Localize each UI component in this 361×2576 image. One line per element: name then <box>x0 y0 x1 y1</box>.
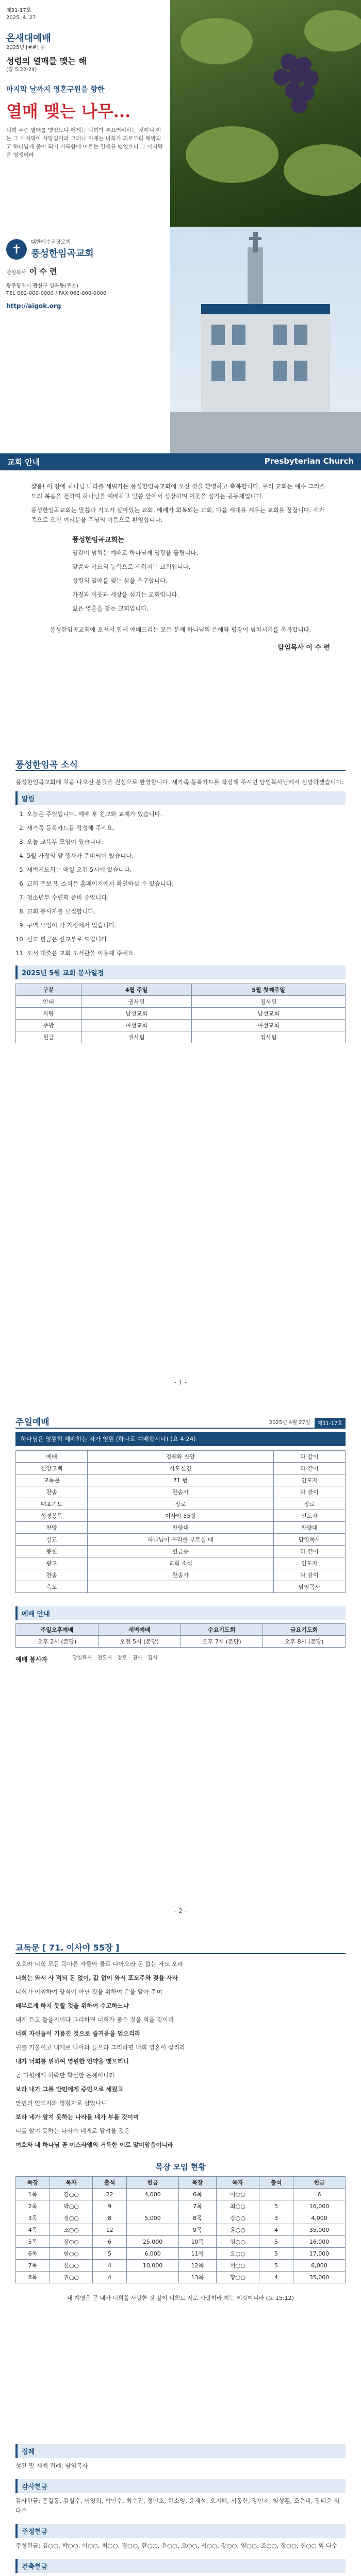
table-cell: 임○○ <box>216 2236 259 2248</box>
order-of-worship <box>15 1450 346 1593</box>
vision-item: 잃은 영혼을 찾는 교회입니다. <box>72 605 149 612</box>
table-row <box>16 2260 346 2272</box>
table-cell: 서○○ <box>216 2260 259 2272</box>
pastor-name: 이 수 련 <box>29 267 57 276</box>
staff-item: 전도사 <box>97 1655 112 1661</box>
fruit-text: 너희 무슨 열매를 맺었느냐 이제는 너희가 부끄러워하는 것이니 이는 그 마지막이 사망임이라 그러나 이제는 너희가 죄로부터 해방되고 하나님께 종이 되어 거룩함에 이르는 열매를 맺었으니 그 마지막은 영생이라 <box>6 127 163 158</box>
table-cell: 5 <box>259 2200 293 2212</box>
closing-verse: 내 계명은 곧 내가 너희를 사랑한 것 같이 너희도 서로 사랑하라 하는 이것이니라 (요 15:12) <box>67 2295 294 2301</box>
table-row <box>16 2248 346 2260</box>
service-sub: 2025년 [##] 주 <box>6 45 45 50</box>
table-cell: 인도자 <box>273 1475 345 1486</box>
table-row <box>16 1522 346 1534</box>
table-cell: 찬송가 <box>88 1486 273 1498</box>
church-name: 풍성한임곡교회 <box>31 248 94 259</box>
table-row <box>16 1510 346 1522</box>
services-header: 예배 안내 <box>15 1606 346 1620</box>
notice-item: 9. 구역 모임이 각 가정에서 있습니다. <box>27 921 346 930</box>
website-link[interactable]: http://aigok.org <box>6 302 61 310</box>
church-building-image <box>170 227 361 453</box>
issue-number: 제31-17호 <box>6 8 31 13</box>
table-cell: 다 같이 <box>273 1546 345 1557</box>
table-cell: 6목 <box>16 2248 50 2260</box>
table-cell: 9 <box>93 2200 127 2212</box>
table-cell: 최○○ <box>216 2200 259 2212</box>
reading-section <box>0 1927 361 2437</box>
table-cell: 35,000 <box>293 2224 345 2236</box>
table-row <box>16 2224 346 2236</box>
table-cell: 5 <box>259 2248 293 2260</box>
notice-item: 7. 청소년부 수련회 준비 중입니다. <box>27 893 346 903</box>
table-cell: 집사팀 <box>192 1031 346 1043</box>
church-logo <box>6 239 164 260</box>
table-cell: 16,000 <box>293 2236 345 2248</box>
table-cell: 찬양 <box>16 1522 88 1534</box>
offering-header: 목장 모임 현황 <box>155 2162 206 2172</box>
notice-item: 11. 도서 대출은 교회 도서관을 이용해 주세요. <box>27 948 346 958</box>
table-cell: 6목 <box>179 2189 217 2200</box>
worship-section <box>0 1401 361 1927</box>
table-cell: 주방 <box>16 1020 81 1031</box>
table-cell: 1목 <box>16 2189 50 2200</box>
notice-item: 1. 오늘은 주일입니다. 예배 후 친교와 교제가 있습니다. <box>27 809 346 819</box>
table-cell: 권사팀 <box>81 996 192 1008</box>
vision-item: 성령의 열매를 맺는 삶을 추구합니다. <box>72 577 168 584</box>
ministry-block <box>15 2479 346 2516</box>
table-cell: 11목 <box>179 2248 217 2260</box>
table-cell: 오전 5시 (본당) <box>98 1636 180 1648</box>
table-cell <box>259 2189 293 2200</box>
ministry-title: 집례 <box>15 2444 346 2458</box>
table-cell: 성경봉독 <box>16 1510 88 1522</box>
table-row <box>16 2200 346 2212</box>
table-cell: 5,000 <box>127 2212 179 2224</box>
intro-paragraph-2: 풍성한임곡교회는 말씀과 기도가 살아있는 교회, 예배가 회복되는 교회, 다음 세대를 세우는 교회를 꿈꿉니다. 새가족으로 오신 여러분을 주님의 이름으로 환영합니다. <box>31 506 325 523</box>
table-row <box>16 1031 346 1043</box>
table-cell: 조○○ <box>50 2224 92 2236</box>
table-header: 출석 <box>93 2177 127 2189</box>
table-cell: 2목 <box>16 2200 50 2212</box>
table-cell: 12목 <box>179 2260 217 2272</box>
table-header: 목장 <box>179 2177 217 2189</box>
table-header: 구분 <box>16 984 81 996</box>
table-cell <box>127 2272 179 2283</box>
schedule-title: 2025년 5월 교회 봉사일정 <box>15 965 346 979</box>
table-cell: 3목 <box>16 2212 50 2224</box>
worship-title-line: 하나님은 영원히 예배하는 자가 영원 (하나로 예배합시다) (요 4:24) <box>15 1432 346 1446</box>
table-row <box>16 1636 346 1648</box>
service-title: 온새대예배 <box>6 33 51 44</box>
table-cell: 7목 <box>179 2200 217 2212</box>
staff-item: 담임목사 <box>72 1655 92 1661</box>
table-cell: 장로 <box>88 1498 273 1510</box>
ministry-text: 성찬 및 세례 집례: 담임목사 <box>15 2462 88 2469</box>
theme-ref: (갈 5:22-24) <box>6 67 37 73</box>
page-number: - 1 - <box>174 1379 187 1386</box>
table-header: 헌금 <box>127 2177 179 2189</box>
staff-title: 예배 봉사자 <box>15 1656 48 1663</box>
services-table <box>15 1623 346 1648</box>
vision-item: 가정과 이웃과 세상을 섬기는 교회입니다. <box>72 591 179 598</box>
theme-line: 마지막 날까지 영혼구원을 향한 <box>6 86 105 94</box>
table-cell: 13목 <box>179 2272 217 2283</box>
reading-line: 여호와 네 하나님 곧 이스라엘의 거룩한 이로 말미암음이니라 <box>15 2141 173 2148</box>
table-cell: 권○○ <box>50 2272 92 2283</box>
table-cell: 권사팀 <box>81 1031 192 1043</box>
table-cell: 다 같이 <box>273 1463 345 1475</box>
vision-title: 풍성한임곡교회는 <box>72 536 124 544</box>
table-row <box>16 1569 346 1581</box>
table-header: 수요기도회 <box>180 1624 263 1636</box>
table-cell: 윤○○ <box>216 2224 259 2236</box>
intro-header <box>0 453 361 470</box>
table-cell: 신앙고백 <box>16 1463 88 1475</box>
table-cell: 여선교회 <box>81 1020 192 1031</box>
cover <box>0 0 361 453</box>
table-cell: 차량 <box>16 1008 81 1020</box>
cross-icon: ✝ <box>6 239 27 260</box>
table-row <box>16 2272 346 2283</box>
table-cell: 광고 <box>16 1557 88 1569</box>
pastor-label: 담임목사 <box>6 270 26 276</box>
denomination: 대한예수교장로회 <box>31 240 71 245</box>
church-address: 광주광역시 광산구 임곡동(주소) <box>6 283 78 289</box>
table-cell <box>88 1581 273 1593</box>
table-cell: 4,000 <box>293 2212 345 2224</box>
reading-line: 귀를 기울이고 내게로 나아와 들으라 그리하면 너희 영혼이 살리라 <box>15 2044 186 2051</box>
table-cell: 담임목사 <box>273 1534 345 1546</box>
issue-date: 2025. 4. 27 <box>6 15 36 21</box>
table-cell: 4 <box>259 2272 293 2283</box>
ministry-block <box>15 2524 346 2551</box>
ministry-text: 감사헌금: 홍길동, 김철수, 이영희, 박민수, 최수진, 정민호, 한소영, 윤재석, 오지혜, 서동현, 강민지, 임성훈, 조은비, 장태윤 외 다수 <box>15 2497 340 2514</box>
intro-closing: 풍성한임곡교회에 오셔서 함께 예배드리는 모든 분께 하나님의 은혜와 평강이 넘치시기를 축복합니다. <box>50 626 311 633</box>
table-header: 주일오후예배 <box>16 1624 99 1636</box>
table-cell: 16,000 <box>293 2200 345 2212</box>
news-welcome: 풍성한임곡교회에 처음 나오신 분들을 진심으로 환영합니다. 새가족 등록카드를 작성해 주시면 담임목사님께서 심방하겠습니다. <box>15 778 344 786</box>
table-header: 헌금 <box>293 2177 345 2189</box>
table-cell: 12 <box>93 2224 127 2236</box>
table-row <box>16 2236 346 2248</box>
table-cell: 남선교회 <box>81 1008 192 1020</box>
table-cell: 71 번 <box>88 1475 273 1486</box>
issue-badge: 제31-17호 <box>315 1418 346 1428</box>
notice-item: 3. 오늘 교육부 모임이 있습니다. <box>27 837 346 847</box>
reading-line: 오호라 너희 모든 목마른 자들아 물로 나아오라 돈 없는 자도 오라 <box>15 1960 184 1968</box>
table-row <box>16 1557 346 1569</box>
table-cell: 오○○ <box>216 2248 259 2260</box>
table-cell: 이사야 55장 <box>88 1510 273 1522</box>
table-cell: 봉헌 <box>16 1546 88 1557</box>
table-cell: 장로 <box>273 1498 345 1510</box>
table-cell: 안내 <box>16 996 81 1008</box>
notice-item: 10. 선교 헌금은 선교부로 드립니다. <box>27 935 346 944</box>
ministry-text: 주정헌금: 김○○, 박○○, 이○○, 최○○, 정○○, 한○○, 윤○○, 오○○, 서○○, 강○○, 임○○, 조○○, 장○○, 신○○ 외 다수 <box>15 2542 338 2549</box>
table-cell: 사도신경 <box>88 1463 273 1475</box>
intro-sign: 담임목사 이 수 련 <box>277 644 330 652</box>
table-cell: 신○○ <box>50 2260 92 2272</box>
notice-item: 4. 5월 가정의 달 행사가 준비되어 있습니다. <box>27 851 346 861</box>
table-cell: 담임목사 <box>273 1581 345 1593</box>
table-cell: 찬양대 <box>88 1522 273 1534</box>
schedule-table <box>15 984 346 1043</box>
table-cell: 여선교회 <box>192 1020 346 1031</box>
offering-table <box>15 2176 346 2283</box>
notice-item: 2. 새가족 등록카드를 작성해 주세요. <box>27 823 346 833</box>
reading-line: 너희가 어찌하여 양식이 아닌 것을 위하여 은을 달아 주며 <box>15 1988 162 1995</box>
table-header: 5월 첫째주일 <box>192 984 346 996</box>
ministry-title: 건축헌금 <box>15 2559 346 2573</box>
table-cell: 정○○ <box>50 2212 92 2224</box>
table-cell: 찬송가 <box>88 1569 273 1581</box>
table-cell: 설교 <box>16 1534 88 1546</box>
table-cell: 3 <box>259 2212 293 2224</box>
table-row <box>16 1451 346 1463</box>
table-cell: 5 <box>93 2248 127 2260</box>
table-header: 출석 <box>259 2177 293 2189</box>
table-cell: 10목 <box>179 2236 217 2248</box>
table-row <box>16 1546 346 1557</box>
intro-title-en: Presbyterian Church <box>264 456 354 466</box>
reading-header: 교독문 [ 71. 이사야 55장 ] <box>15 1943 120 1953</box>
ministry-block <box>15 2559 346 2576</box>
table-cell: 8목 <box>179 2212 217 2224</box>
staff-item: 장로 <box>117 1655 127 1661</box>
table-cell: 강○○ <box>216 2212 259 2224</box>
table-cell: 헌금 <box>16 1031 81 1043</box>
table-cell: 5목 <box>16 2236 50 2248</box>
reading-line: 너희 자신들이 기름진 것으로 즐거움을 얻으리라 <box>15 2030 141 2037</box>
reading-line: 보라 네가 알지 못하는 나라를 네가 부를 것이며 <box>15 2113 139 2121</box>
table-row <box>16 2189 346 2200</box>
table-header: 목자 <box>50 2177 92 2189</box>
intro-paragraph-1: 샬롬! 이 땅에 하나님 나라를 세워가는 풍성한임곡교회에 오신 것을 환영하고 축복합니다. 우리 교회는 예수 그리스도의 복음을 전하며 하나님을 예배하고 말씀 안에서 성장하며 이웃을 섬기는 공동체입니다. <box>31 483 325 500</box>
table-cell: 17,000 <box>293 2248 345 2260</box>
notice-subheader: 알림 <box>15 791 346 805</box>
table-cell: 한○○ <box>50 2248 92 2260</box>
reading-line: 너희는 와서 사 먹되 돈 없이, 값 없이 와서 포도주와 젖을 사라 <box>15 1974 178 1981</box>
table-cell: 인도자 <box>273 1510 345 1522</box>
table-cell: 박○○ <box>50 2200 92 2212</box>
fruit-title: 열매 맺는 나무... <box>6 101 131 121</box>
table-row <box>16 1020 346 1031</box>
table-header: 목장 <box>16 2177 50 2189</box>
table-cell: 대표기도 <box>16 1498 88 1510</box>
table-cell: 6 <box>93 2236 127 2248</box>
notice-item: 6. 교회 주보 및 소식은 홈페이지에서 확인하실 수 있습니다. <box>27 879 346 889</box>
table-cell: 4,000 <box>127 2189 179 2200</box>
church-phone: TEL 062-000-0000 / FAX 062-000-0000 <box>6 291 107 296</box>
worship-date: 2025년 4월 27일 <box>269 1419 310 1426</box>
table-header: 목자 <box>216 2177 259 2189</box>
table-cell: 장○○ <box>50 2236 92 2248</box>
table-cell: 5 <box>259 2236 293 2248</box>
staff-item: 권사 <box>132 1655 143 1661</box>
table-cell: 6,000 <box>127 2248 179 2260</box>
table-row <box>16 1008 346 1020</box>
table-header: 금요기도회 <box>263 1624 346 1636</box>
table-row <box>16 2212 346 2224</box>
table-cell: 25,000 <box>127 2236 179 2248</box>
table-cell <box>127 2200 179 2212</box>
table-row <box>16 1486 346 1498</box>
notice-list <box>15 809 346 958</box>
table-cell: 35,000 <box>293 2272 345 2283</box>
reading-line: 보라 내가 그를 만민에게 증인으로 세웠고 <box>15 2086 123 2093</box>
table-cell: 황○○ <box>216 2272 259 2283</box>
table-cell: 교독문 <box>16 1475 88 1486</box>
table-cell: 다 같이 <box>273 1486 345 1498</box>
reading-line: 너를 알지 못하는 나라가 네게로 달려올 것은 <box>15 2127 130 2134</box>
table-header: 4월 주일 <box>81 984 192 996</box>
table-row <box>16 1498 346 1510</box>
table-cell: 7목 <box>16 2260 50 2272</box>
worship-header: 주일예배 <box>15 1417 50 1428</box>
reading-line: 내가 너희를 위하여 영원한 언약을 맺으리니 <box>15 2058 129 2065</box>
ministry-block <box>15 2444 346 2471</box>
table-cell: 4 <box>259 2224 293 2236</box>
table-cell: 경배와 찬양 <box>88 1451 273 1463</box>
intro-title: 교회 안내 <box>7 457 40 467</box>
table-cell: 4 <box>93 2272 127 2283</box>
theme-title: 성령의 열매를 맺는 해 <box>6 56 87 66</box>
table-cell: 오후 2시 (본당) <box>16 1636 99 1648</box>
table-cell: 찬송 <box>16 1486 88 1498</box>
table-cell: 예배 <box>16 1451 88 1463</box>
table-cell: 오후 7시 (본당) <box>180 1636 263 1648</box>
table-cell: 교회 소식 <box>88 1557 273 1569</box>
notice-item: 5. 새벽기도회는 매일 오전 5시에 있습니다. <box>27 865 346 875</box>
reading-line: 곧 다윗에게 허락한 확실한 은혜이니라 <box>15 2072 115 2079</box>
table-row <box>16 996 346 1008</box>
table-cell: 4목 <box>16 2224 50 2236</box>
ministry-title: 주정헌금 <box>15 2524 346 2538</box>
table-cell: 오후 8시 (본당) <box>263 1636 346 1648</box>
table-cell: 찬양대 <box>273 1522 345 1534</box>
table-cell: 22 <box>93 2189 127 2200</box>
table-cell: 축도 <box>16 1581 88 1593</box>
vision-item: 영감이 넘치는 예배로 하나님께 영광을 돌립니다. <box>72 549 199 556</box>
table-cell: 6,000 <box>293 2260 345 2272</box>
table-cell: 다 같이 <box>273 1451 345 1463</box>
grape-image <box>170 0 361 227</box>
reading-line: 내게 듣고 들을지어다 그리하면 너희가 좋은 것을 먹을 것이며 <box>15 2016 174 2023</box>
table-cell: 찬송 <box>16 1569 88 1581</box>
table-cell: 김○○ <box>50 2189 92 2200</box>
table-cell: 9목 <box>179 2224 217 2236</box>
table-cell: 10,000 <box>127 2260 179 2272</box>
table-header: 새벽예배 <box>98 1624 180 1636</box>
table-row <box>16 1463 346 1475</box>
table-cell: 4 <box>93 2260 127 2272</box>
notice-item: 8. 교회 봉사자를 모집합니다. <box>27 907 346 917</box>
church-intro-section <box>0 453 361 742</box>
table-cell: 5 <box>259 2260 293 2272</box>
ministry-title: 감사헌금 <box>15 2479 346 2493</box>
table-row <box>16 1534 346 1546</box>
table-cell: 이○○ <box>216 2189 259 2200</box>
table-cell: 인도자 <box>273 1557 345 1569</box>
reading-line: 만민의 인도자와 명령자로 삼았나니 <box>15 2099 107 2107</box>
reading-line: 배부르게 하지 못할 것을 위하여 수고하느냐 <box>15 2002 129 2009</box>
table-cell: 다 같이 <box>273 1569 345 1581</box>
table-cell: 6 <box>293 2189 345 2200</box>
news-section <box>0 742 361 1401</box>
table-row <box>16 1581 346 1593</box>
table-cell <box>127 2224 179 2236</box>
staff-item: 집사 <box>147 1655 158 1661</box>
table-cell: 하나님이 우리를 부르실 때 <box>88 1534 273 1546</box>
table-cell: 8 <box>93 2212 127 2224</box>
table-cell: 남선교회 <box>192 1008 346 1020</box>
page-number: - 2 - <box>174 1907 187 1914</box>
table-cell: 8목 <box>16 2272 50 2283</box>
table-cell: 집사팀 <box>192 996 346 1008</box>
vision-item: 말씀과 기도의 능력으로 세워지는 교회입니다. <box>72 563 191 570</box>
table-row <box>16 1475 346 1486</box>
news-header: 풍성한임곡 소식 <box>15 760 78 770</box>
table-cell: 헌금송 <box>88 1546 273 1557</box>
ministries-section <box>0 2437 361 2576</box>
